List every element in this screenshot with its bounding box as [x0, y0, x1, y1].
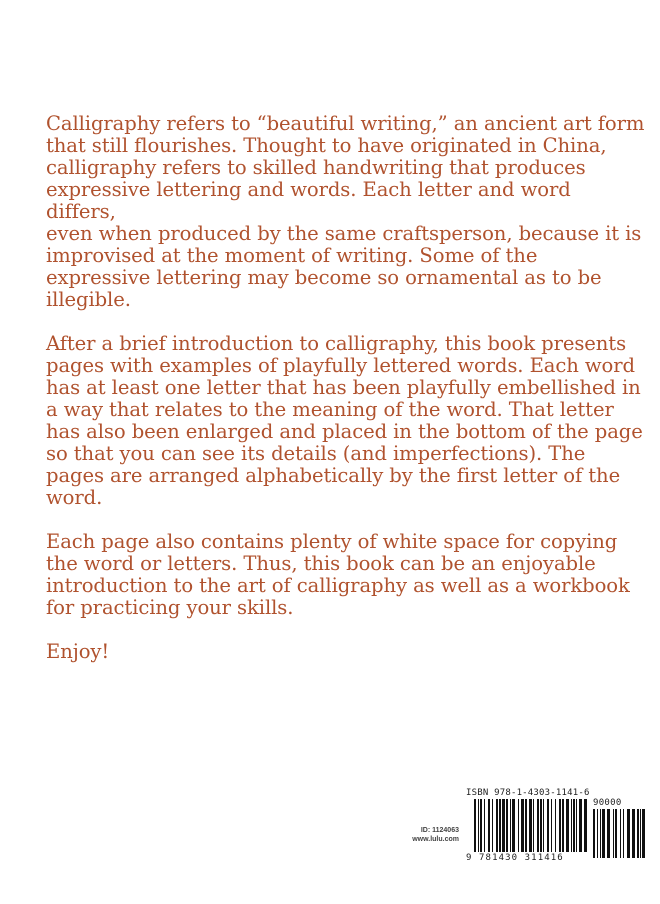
barcode-bar — [533, 799, 534, 852]
barcode-bar — [559, 799, 561, 852]
barcode-bar — [474, 799, 476, 852]
paragraph-book-contents: After a brief introduction to calligraphy, this book presents pages with examples of playfully lettered words. Each word has at least one letter that has been playfully embellished in a way that relates to the meaning of the word. That letter has also been enlarged and placed in the bottom of the page so that you can see its details (and imperfections). The pages are arranged alphabetically by the first letter of the word. — [46, 332, 643, 509]
barcode-bar — [623, 809, 624, 858]
barcode-bar — [593, 809, 595, 858]
barcode-bar — [571, 799, 572, 852]
barcode-bar — [613, 809, 614, 858]
barcode-bar — [620, 809, 621, 858]
barcode-bar — [484, 799, 485, 852]
barcode-bar — [562, 799, 564, 852]
barcode-bar — [579, 799, 582, 852]
addon-number: 90000 — [593, 798, 622, 808]
barcode-bar — [506, 799, 508, 852]
publisher-id: ID: 1124063 — [420, 827, 459, 834]
barcode-digits: 9 781430 311416 — [466, 853, 564, 863]
barcode-bar — [492, 799, 493, 852]
barcode-bar — [637, 809, 639, 858]
barcode-bar — [642, 809, 645, 858]
paragraph-intro: Calligraphy refers to “beautiful writing,” an ancient art form that still flourishes. Thought to have originated in China, calligraphy refers to skilled handwriting that produces expressive lettering and words. Each letter and word differs, even when produced by the same craftsperson, because it is improvised at the moment of writing. Some of the expressive lettering may become so ornamental as to be illegible. — [46, 112, 645, 311]
main-barcode-bars — [474, 799, 587, 852]
barcode-bar — [499, 799, 501, 852]
barcode-bar — [573, 799, 575, 852]
barcode-bar — [547, 799, 549, 852]
barcode-bar — [607, 809, 610, 858]
barcode-bar — [627, 809, 630, 858]
barcode-bar — [555, 799, 556, 852]
barcode-bars — [466, 788, 648, 858]
barcode-bar — [502, 799, 505, 852]
barcode-bar — [496, 799, 498, 852]
barcode-bar — [480, 799, 482, 852]
barcode-bar — [600, 809, 601, 858]
barcode-bar — [615, 809, 617, 858]
paragraph-enjoy: Enjoy! — [46, 640, 110, 663]
barcode-bar — [551, 799, 552, 852]
addon-barcode-bars — [593, 809, 645, 858]
isbn-label: ISBN 978-1-4303-1141-6 — [466, 788, 590, 798]
barcode-bar — [540, 799, 542, 852]
barcode-bar — [584, 799, 587, 852]
barcode-bar — [602, 809, 605, 858]
publisher-url: www.lulu.com — [412, 836, 459, 843]
description-text — [46, 113, 646, 685]
barcode-bar — [518, 799, 519, 852]
barcode-bar — [597, 809, 598, 858]
barcode-bar — [632, 809, 635, 858]
barcode-bar — [512, 799, 515, 852]
barcode-bar — [521, 799, 524, 852]
barcode-bar — [576, 799, 577, 852]
barcode-bar — [537, 799, 539, 852]
barcode-bar — [525, 799, 527, 852]
barcode-bar — [640, 809, 641, 858]
paragraph-white-space: Each page also contains plenty of white space for copying the word or letters. Thus, this book can be an enjoyable introduction to the art of calligraphy as well as a workbook for practicing your skills. — [46, 530, 630, 619]
isbn-barcode — [466, 788, 648, 870]
barcode-bar — [543, 799, 544, 852]
barcode-bar — [478, 799, 479, 852]
barcode-bar — [566, 799, 569, 852]
publisher-info — [403, 826, 459, 844]
barcode-bar — [529, 799, 532, 852]
barcode-bar — [488, 799, 490, 852]
barcode-bar — [510, 799, 511, 852]
